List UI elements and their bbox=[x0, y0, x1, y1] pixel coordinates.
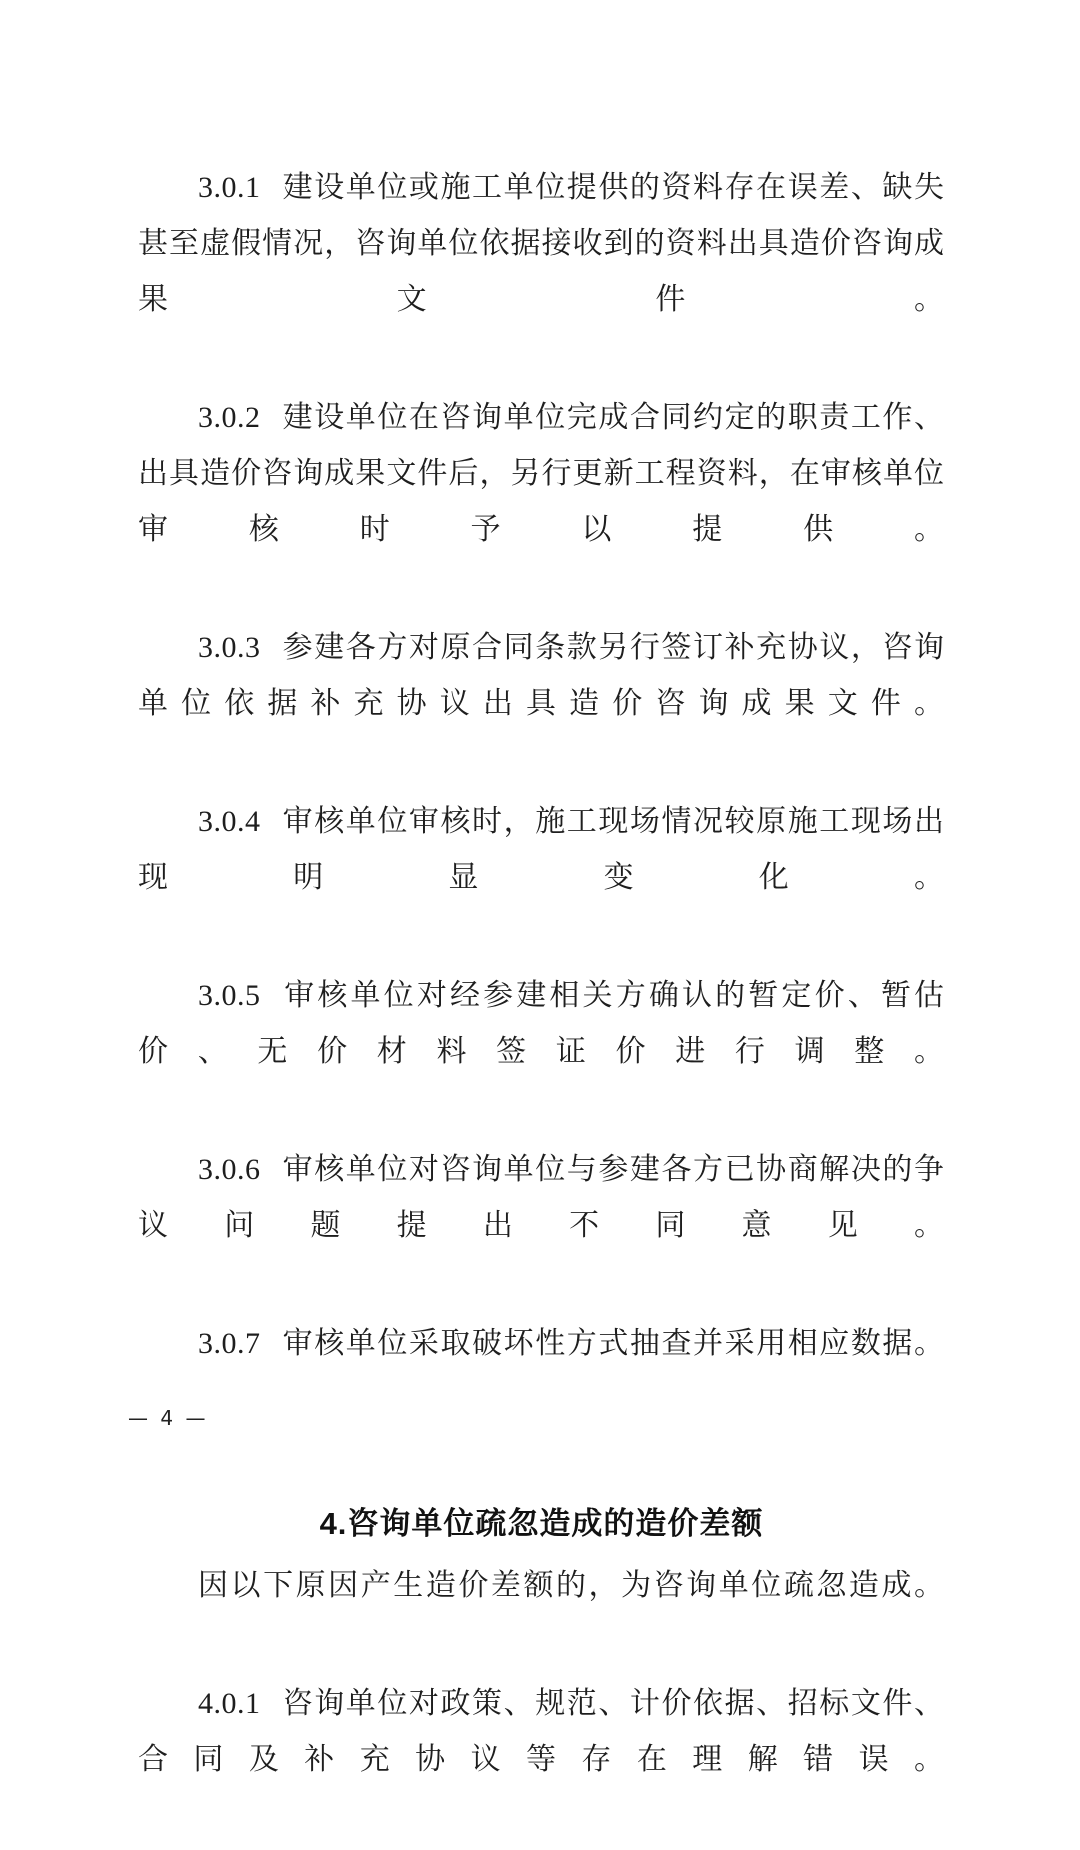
clause-text: 审核单位采取破坏性方式抽查并采用相应数据。 bbox=[282, 1327, 945, 1360]
clause-number: 3.0.3 bbox=[198, 631, 261, 664]
page-number: — 4 — bbox=[128, 1406, 209, 1430]
clause-3-0-4 bbox=[138, 794, 945, 962]
clause-text: 审核单位审核时，施工现场情况较原施工现场出现明显变化。 bbox=[138, 805, 945, 894]
clause-text: 建设单位在咨询单位完成合同约定的职责工作、出具造价咨询成果文件后，另行更新工程资料，在审核单位审核时予以提供。 bbox=[138, 401, 945, 546]
page-footer bbox=[128, 1406, 208, 1430]
clause-4-0-1 bbox=[138, 1676, 945, 1844]
clause-3-0-1 bbox=[138, 160, 945, 384]
clause-number: 3.0.4 bbox=[198, 805, 261, 838]
clause-text: 建设单位或施工单位提供的资料存在误差、缺失甚至虚假情况，咨询单位依据接收到的资料出具造价咨询成果文件。 bbox=[138, 171, 945, 316]
clause-text: 审核单位对咨询单位与参建各方已协商解决的争议问题提出不同意见。 bbox=[138, 1153, 945, 1242]
clause-number: 3.0.2 bbox=[198, 401, 261, 434]
clause-text: 参建各方对原合同条款另行签订补充协议，咨询单位依据补充协议出具造价咨询成果文件。 bbox=[138, 631, 945, 720]
clause-3-0-2 bbox=[138, 390, 945, 614]
clause-text: 咨询单位对政策、规范、计价依据、招标文件、合同及补充协议等存在理解错误。 bbox=[138, 1687, 945, 1776]
clause-3-0-5 bbox=[138, 968, 945, 1136]
clause-text: 审核单位对经参建相关方确认的暂定价、暂估价、无价材料签证价进行调整。 bbox=[138, 979, 945, 1068]
clause-number: 3.0.7 bbox=[198, 1327, 261, 1360]
clause-number: 4.0.1 bbox=[198, 1687, 261, 1720]
clause-3-0-6 bbox=[138, 1142, 945, 1310]
clause-number: 3.0.5 bbox=[198, 979, 261, 1012]
section-4-heading: 4.咨询单位疏忽造成的造价差额 bbox=[319, 1506, 764, 1541]
clause-number: 3.0.1 bbox=[198, 171, 261, 204]
clause-number: 3.0.6 bbox=[198, 1153, 261, 1186]
page-content bbox=[138, 160, 945, 1850]
clause-3-0-3 bbox=[138, 620, 945, 788]
section-4-intro: 因以下原因产生造价差额的，为咨询单位疏忽造成。 bbox=[198, 1569, 945, 1602]
clause-3-0-7 bbox=[138, 1316, 945, 1428]
